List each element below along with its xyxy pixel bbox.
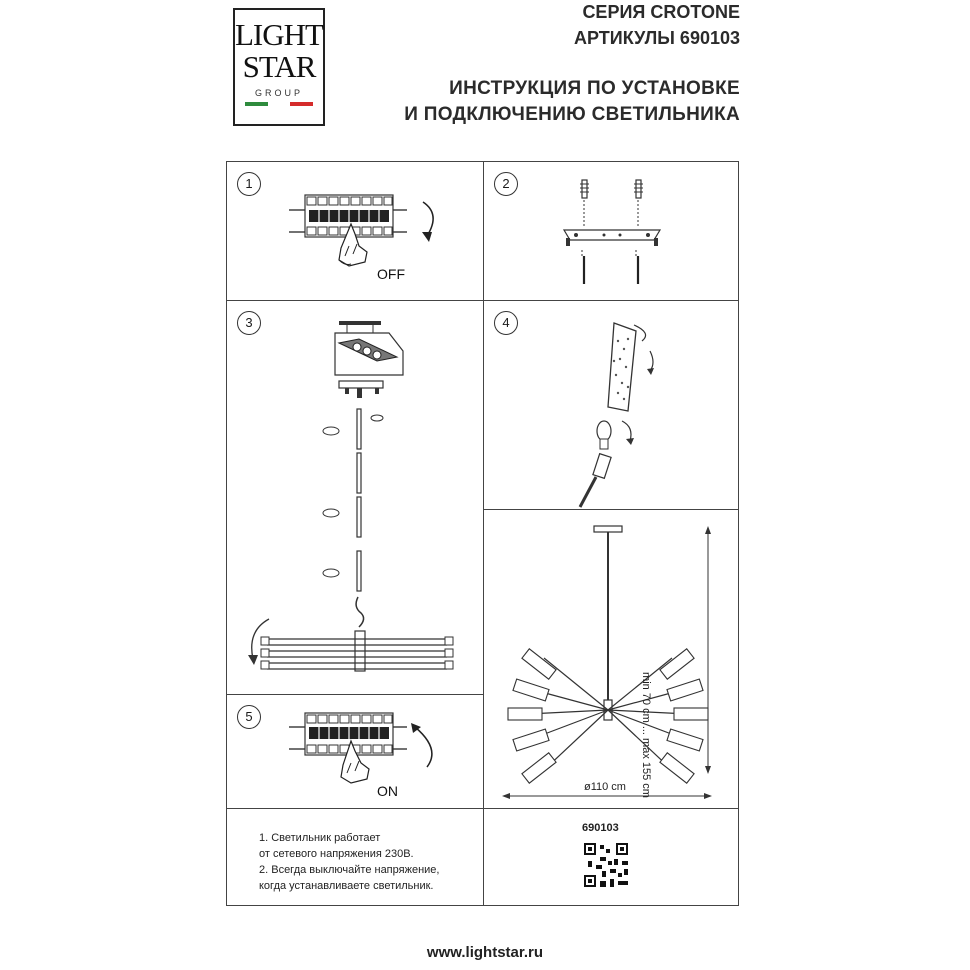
qr-code (484, 809, 740, 907)
step-3-panel (226, 300, 484, 695)
note-line-3: 2. Всегда выключайте напряжение, (259, 864, 440, 876)
logo-line-3: GROUP (254, 88, 303, 98)
step-1-number: 1 (237, 172, 261, 196)
chandelier-dimensions-illustration (484, 510, 740, 810)
step-5-panel (226, 694, 484, 809)
instruction-title-line-2: И ПОДКЛЮЧЕНИЮ СВЕТИЛЬНИКА (404, 104, 740, 125)
flag-red (290, 102, 313, 106)
instruction-title-line-1: ИНСТРУКЦИЯ ПО УСТАНОВКЕ (449, 78, 740, 99)
website-url[interactable]: www.lightstar.ru (426, 944, 544, 961)
diameter-dimension-label: ø110 cm (584, 781, 626, 793)
lightstar-logo (233, 8, 325, 126)
dimensions-panel (483, 509, 739, 809)
mounting-plate-illustration (484, 162, 740, 302)
step-1-panel (226, 161, 484, 301)
notes-panel (226, 808, 484, 906)
note-line-2: от сетевого напряжения 230В. (259, 848, 414, 860)
article-panel (483, 808, 739, 906)
note-line-4: когда устанавливаете светильник. (259, 880, 434, 892)
flag-white (268, 102, 291, 106)
step-4-number: 4 (494, 311, 518, 335)
breaker-on-illustration (227, 695, 485, 810)
logo-line-2: STAR (242, 49, 316, 84)
italian-flag-stripe (245, 102, 313, 106)
off-label: OFF (377, 266, 405, 282)
shade-and-bulb-illustration (484, 301, 740, 511)
step-3-number: 3 (237, 311, 261, 335)
assembly-illustration (227, 301, 485, 696)
series-title: СЕРИЯ CROTONE (582, 2, 740, 22)
height-dimension-label: min 70 cm ... max 155 cm (640, 672, 652, 798)
article-code: 690103 (582, 822, 619, 834)
step-2-panel (483, 161, 739, 301)
on-label: ON (377, 783, 398, 799)
breaker-off-illustration (227, 162, 485, 302)
step-5-number: 5 (237, 705, 261, 729)
note-line-1: 1. Светильник работает (259, 832, 381, 844)
step-2-number: 2 (494, 172, 518, 196)
step-4-panel (483, 300, 739, 510)
logo-line-1: LIGHT (235, 17, 323, 52)
article-numbers: АРТИКУЛЫ 690103 (574, 28, 740, 48)
instruction-grid (226, 161, 739, 906)
flag-green (245, 102, 268, 106)
